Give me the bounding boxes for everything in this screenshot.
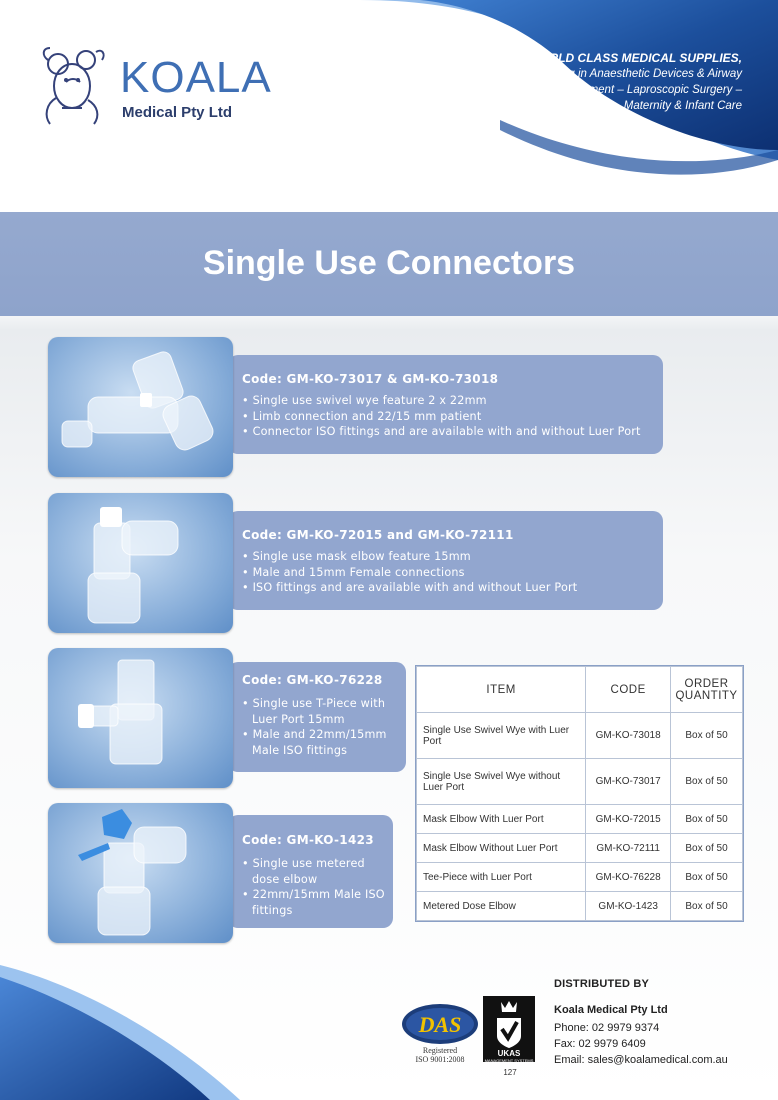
ukas-label: UKAS — [497, 1049, 521, 1058]
koala-icon — [36, 42, 108, 128]
footer-swoosh — [0, 965, 300, 1100]
distributor-heading: DISTRIBUTED BY — [554, 978, 650, 990]
table-row — [417, 713, 743, 759]
das-registered-label: Registered — [422, 1046, 458, 1055]
product-info-panel — [228, 511, 663, 610]
quantity-cell: Box of 50 — [671, 805, 743, 834]
tagline-body: Specialising in Anaesthetic Devices & Airway Management – Laproscopic Surgery – Maternity & Infant Care — [513, 68, 742, 112]
distributor-fax: Fax: 02 9979 6409 — [554, 1038, 646, 1050]
product-photo-metered-dose-elbow — [48, 803, 233, 943]
quantity-cell: Box of 50 — [671, 759, 743, 805]
tagline — [502, 50, 742, 114]
distributor-phone: Phone: 02 9979 9374 — [554, 1022, 660, 1034]
item-cell: Tee-Piece with Luer Port — [417, 863, 586, 892]
item-cell: Single Use Swivel Wye with Luer Port — [417, 713, 586, 759]
feature-item: • Single use T-Piece with Luer Port 15mm — [242, 696, 398, 727]
das-mark: DAS — [418, 1012, 462, 1037]
column-header-item: ITEM — [417, 667, 586, 713]
product-features — [242, 549, 577, 596]
t-piece-image — [48, 648, 233, 788]
table-row — [417, 834, 743, 863]
feature-item: • Connector ISO fittings and are available with and without Luer Port — [242, 424, 641, 440]
code-cell: GM-KO-73018 — [586, 713, 671, 759]
swivel-wye-image — [48, 337, 233, 477]
feature-item: • Single use swivel wye feature 2 x 22mm — [242, 393, 641, 409]
product-code: Code: GM-KO-72015 and GM-KO-72111 — [242, 528, 514, 542]
code-cell: GM-KO-1423 — [586, 892, 671, 921]
feature-item: • Single use mask elbow feature 15mm — [242, 549, 577, 565]
quantity-cell: Box of 50 — [671, 863, 743, 892]
quantity-cell: Box of 50 — [671, 834, 743, 863]
table-row — [417, 863, 743, 892]
product-photo-mask-elbow — [48, 493, 233, 633]
product-info-panel — [228, 662, 406, 772]
feature-item: • Single use metered dose elbow — [242, 856, 387, 887]
feature-item: • Limb connection and 22/15 mm patient — [242, 409, 641, 425]
product-features — [242, 856, 387, 918]
product-features — [242, 696, 398, 758]
code-cell: GM-KO-76228 — [586, 863, 671, 892]
feature-item: • Male and 15mm Female connections — [242, 565, 577, 581]
column-header-code: CODE — [586, 667, 671, 713]
item-cell: Single Use Swivel Wye without Luer Port — [417, 759, 586, 805]
quantity-cell: Box of 50 — [671, 892, 743, 921]
distributor-info — [554, 978, 728, 1068]
feature-item: • Male and 22mm/15mm Male ISO fittings — [242, 727, 398, 758]
metered-dose-elbow-image — [48, 803, 233, 943]
mask-elbow-image — [48, 493, 233, 633]
code-cell: GM-KO-72015 — [586, 805, 671, 834]
distributor-name: Koala Medical Pty Ltd — [554, 1004, 668, 1016]
code-cell: GM-KO-73017 — [586, 759, 671, 805]
page-title: Single Use Connectors — [202, 244, 576, 282]
item-cell: Metered Dose Elbow — [417, 892, 586, 921]
table-header-row — [417, 667, 743, 713]
das-iso-label: ISO 9001:2008 — [415, 1055, 465, 1064]
product-info-panel — [228, 355, 663, 454]
product-features — [242, 393, 641, 440]
feature-item: • ISO fittings and are available with and without Luer Port — [242, 580, 577, 596]
tagline-title: WORLD CLASS MEDICAL SUPPLIES, — [528, 51, 742, 65]
item-cell: Mask Elbow Without Luer Port — [417, 834, 586, 863]
distributor-email[interactable]: Email: sales@koalamedical.com.au — [554, 1054, 728, 1066]
brand-name: KOALA — [120, 53, 272, 102]
column-header-order-quantity: ORDER QUANTITY — [671, 667, 743, 713]
das-registration-text — [402, 1046, 478, 1064]
item-cell: Mask Elbow With Luer Port — [417, 805, 586, 834]
company-logo — [36, 42, 286, 132]
title-band — [0, 212, 778, 316]
ukas-subtitle: MANAGEMENT SYSTEMS — [484, 1058, 534, 1063]
table-row — [417, 805, 743, 834]
code-cell: GM-KO-72111 — [586, 834, 671, 863]
table-row — [417, 892, 743, 921]
table-row — [417, 759, 743, 805]
product-photo-t-piece — [48, 648, 233, 788]
product-order-table — [416, 666, 743, 921]
product-info-panel — [228, 815, 393, 928]
feature-item: • 22mm/15mm Male ISO fittings — [242, 887, 387, 918]
brand-subtitle: Medical Pty Ltd — [122, 104, 233, 121]
page-number: 127 — [503, 1068, 517, 1077]
product-photo-swivel-wye — [48, 337, 233, 477]
quantity-cell: Box of 50 — [671, 713, 743, 759]
product-code: Code: GM-KO-76228 — [242, 673, 383, 687]
product-code: Code: GM-KO-1423 — [242, 833, 374, 847]
product-code: Code: GM-KO-73017 & GM-KO-73018 — [242, 372, 499, 386]
